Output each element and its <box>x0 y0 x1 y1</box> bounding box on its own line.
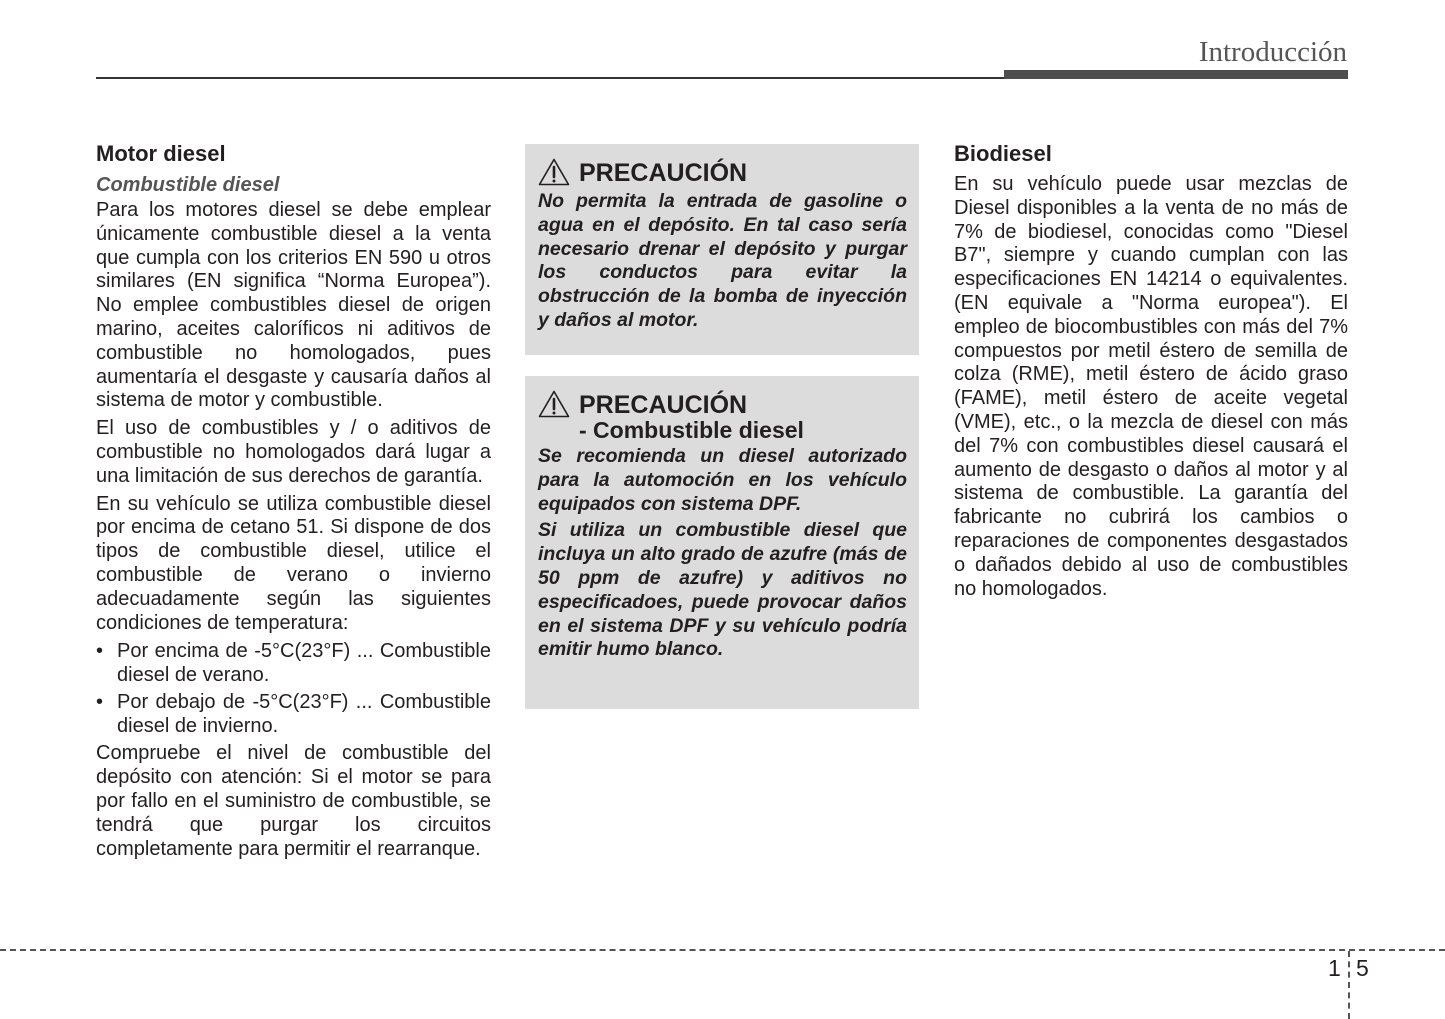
temperature-list <box>96 639 491 738</box>
right-column <box>954 140 1348 605</box>
caution-title: PRECAUCIÓN <box>579 391 748 419</box>
footer-divider <box>0 949 1445 951</box>
warning-triangle-icon <box>538 390 570 418</box>
caution-text: Se recomienda un diesel autorizado para la automoción en los vehículo equipados con sistema DPF. <box>538 445 907 515</box>
section-title: Introducción <box>1198 36 1347 68</box>
combustible-diesel-subheading: Combustible diesel <box>96 174 280 196</box>
bullet-marker: • <box>96 691 104 714</box>
caution-box <box>525 376 919 709</box>
paragraph: En su vehículo se utiliza combustible diesel por encima de cetano 51. Si dispone de dos tipos de combustible diesel, utilice el combustible de verano o invierno adecuadamente según las siguientes condiciones de temperatura: <box>96 492 491 634</box>
caution-header <box>538 156 907 190</box>
warning-triangle-icon <box>538 158 570 186</box>
header-rule <box>96 77 1006 79</box>
list-item <box>96 690 491 738</box>
header-rule-accent <box>1004 70 1348 79</box>
left-column <box>96 140 491 865</box>
caution-box <box>525 144 919 355</box>
paragraph: En su vehículo puede usar mezclas de Diesel disponibles a la venta de no más de 7% de biodiesel, conocidas como "Diesel B7", siempre y cuando cumplan con las especificaciones EN 14214 o equivalentes. (EN equivale a "Norma europea"). El empleo de biocombustibles con más del 7% compuestos por metil éstero de semilla de colza (RME), metil éstero de ácido graso (FAME), metil éstero de aceite vegetal (VME), etc., o la mezcla de diesel con más del 7% con combustibles diesel causará el aumento de desgasto o daños al motor y al sistema de combustible. La garantía del fabricante no cubrirá los cambios o reparaciones de componentes desgastados o dañados debido al uso de combustibles no homologados. <box>954 173 1348 600</box>
paragraph: El uso de combustibles y / o aditivos de combustible no homologados dará lugar a una limitación de sus derechos de garantía. <box>96 417 491 487</box>
chapter-number: 1 <box>1328 955 1341 981</box>
caution-subtitle: - Combustible diesel <box>579 417 804 443</box>
bullet-marker: • <box>96 640 104 663</box>
page-number: 5 <box>1356 955 1369 981</box>
paragraph: Para los motores diesel se debe emplear únicamente combustible diesel a la venta que cumpla con los criterios EN 590 u otros similares (EN significa “Norma Europea”). No emplee combustibles diesel de origen marino, aceites caloríficos ni aditivos de combustible no homologados, pues aumentaría el desgaste y causaría daños al sistema de motor y combustible. <box>96 199 491 412</box>
list-item <box>96 639 491 687</box>
caution-title: PRECAUCIÓN <box>579 159 748 187</box>
caution-text: No permita la entrada de gasoline o agua en el depósito. En tal caso sería necesario drenar el depósito y purgar los conductos para evitar la obstrucción de la bomba de inyección y daños al motor. <box>538 190 907 331</box>
biodiesel-heading: Biodiesel <box>954 141 1052 166</box>
list-item-text: Por debajo de -5°C(23°F) ... Combustible diesel de invierno. <box>117 691 491 738</box>
page-number-divider <box>1348 951 1350 1019</box>
list-item-text: Por encima de -5°C(23°F) ... Combustible diesel de verano. <box>117 640 491 687</box>
caution-text: Si utiliza un combustible diesel que incluya un alto grado de azufre (más de 50 ppm de azufre) y aditivos no especificadoes, puede provocar daños en el sistema DPF y su vehículo podría emitir humo blanco. <box>538 519 907 661</box>
motor-diesel-heading: Motor diesel <box>96 141 226 166</box>
paragraph: Compruebe el nivel de combustible del depósito con atención: Si el motor se para por fallo en el suministro de combustible, se tendrá que purgar los circuitos completamente para permitir el rearranque. <box>96 742 491 860</box>
